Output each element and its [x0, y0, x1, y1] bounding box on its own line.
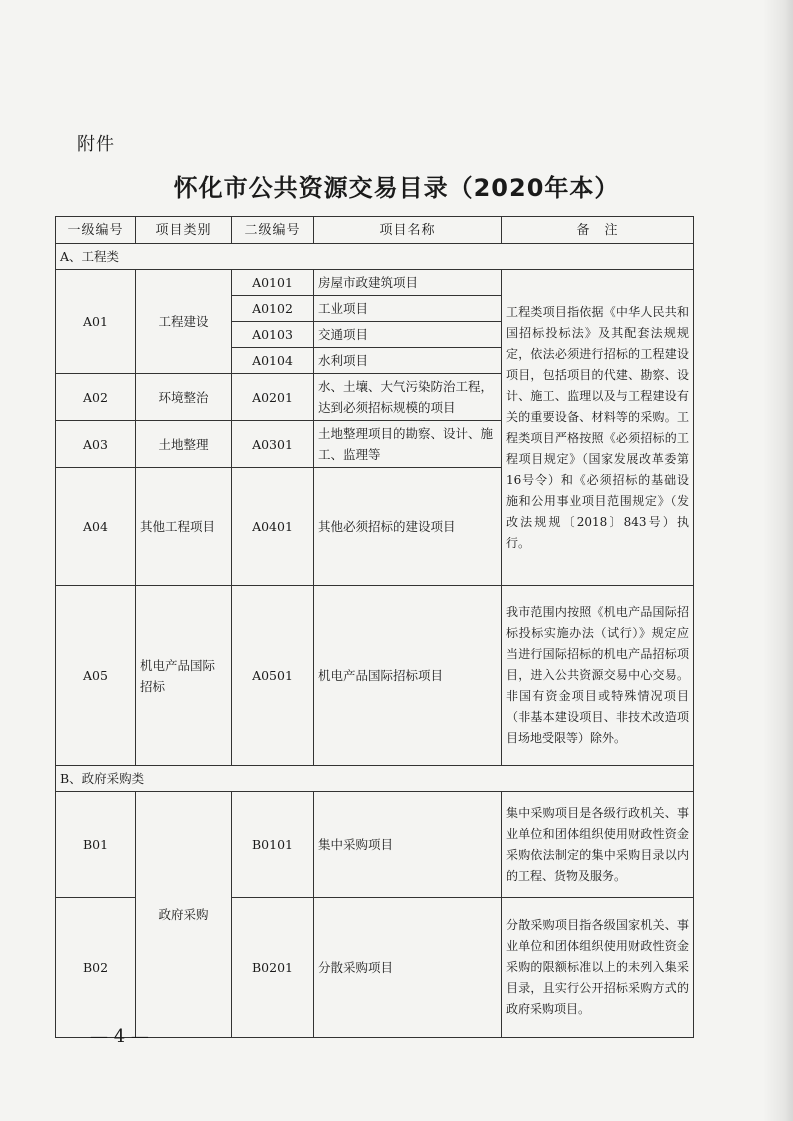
page-edge-shadow: [763, 0, 793, 1121]
item-name-cell: 房屋市政建筑项目: [314, 270, 502, 296]
table-header-row: [56, 217, 694, 244]
category-cell: 机电产品国际招标: [136, 586, 232, 766]
subcode-cell: B0201: [232, 898, 314, 1038]
code-cell: A03: [56, 421, 136, 468]
category-cell: 政府采购: [136, 792, 232, 1038]
section-a-label: A、工程类: [56, 244, 694, 270]
attachment-label: 附件: [77, 134, 115, 155]
subcode-cell: A0101: [232, 270, 314, 296]
code-cell: B02: [56, 898, 136, 1038]
note-cell: 集中采购项目是各级行政机关、事业单位和团体组织使用财政性资金采购依法制定的集中采购目录以内的工程、货物及服务。: [502, 792, 694, 898]
header-category: 项目类别: [136, 217, 232, 244]
category-cell: 环境整治: [136, 374, 232, 421]
note-cell: 我市范围内按照《机电产品国际招标投标实施办法（试行）》规定应当进行国际招标的机电产品招标项目，进入公共资源交易中心交易。非国有资金项目或特殊情况项目（非基本建设项目、非技术改造项目场地受限等）除外。: [502, 586, 694, 766]
subcode-cell: A0301: [232, 421, 314, 468]
code-cell: A02: [56, 374, 136, 421]
code-cell: B01: [56, 792, 136, 898]
subcode-cell: A0103: [232, 322, 314, 348]
code-cell: A05: [56, 586, 136, 766]
item-name-cell: 水、土壤、大气污染防治工程，达到必须招标规模的项目: [314, 374, 502, 421]
item-name-cell: 其他必须招标的建设项目: [314, 468, 502, 586]
subcode-cell: A0201: [232, 374, 314, 421]
category-cell: 其他工程项目: [136, 468, 232, 586]
subcode-cell: B0101: [232, 792, 314, 898]
section-row-a: [56, 244, 694, 270]
page-title: 怀化市公共资源交易目录（2020年本）: [173, 174, 620, 202]
subcode-cell: A0102: [232, 296, 314, 322]
item-name-cell: 机电产品国际招标项目: [314, 586, 502, 766]
item-name-cell: 水利项目: [314, 348, 502, 374]
item-name-cell: 交通项目: [314, 322, 502, 348]
item-name-cell: 工业项目: [314, 296, 502, 322]
subcode-cell: A0501: [232, 586, 314, 766]
table-row: [56, 586, 694, 766]
note-cell: 分散采购项目指各级国家机关、事业单位和团体组织使用财政性资金采购的限额标准以上的未列入集采目录，且实行公开招标采购方式的政府采购项目。: [502, 898, 694, 1038]
category-cell: 工程建设: [136, 270, 232, 374]
catalog-table: [55, 216, 694, 1038]
section-b-label: B、政府采购类: [56, 766, 694, 792]
code-cell: A01: [56, 270, 136, 374]
header-item-name: 项目名称: [314, 217, 502, 244]
table-row: [56, 270, 694, 296]
item-name-cell: 集中采购项目: [314, 792, 502, 898]
code-cell: A04: [56, 468, 136, 586]
page-number: — 4 —: [90, 1026, 149, 1047]
subcode-cell: A0104: [232, 348, 314, 374]
category-cell: 土地整理: [136, 421, 232, 468]
header-note: 备 注: [502, 217, 694, 244]
header-level2-code: 二级编号: [232, 217, 314, 244]
item-name-cell: 土地整理项目的勘察、设计、施工、监理等: [314, 421, 502, 468]
header-level1-code: 一级编号: [56, 217, 136, 244]
subcode-cell: A0401: [232, 468, 314, 586]
section-row-b: [56, 766, 694, 792]
note-cell: 工程类项目指依据《中华人民共和国招标投标法》及其配套法规规定，依法必须进行招标的工程建设项目，包括项目的代建、勘察、设计、施工、监理以及与工程建设有关的重要设备、材料等的采购。工程类项目严格按照《必须招标的工程项目规定》（国家发展改革委第16号令）和《必须招标的基础设施和公用事业项目范围规定》（发改法规规〔2018〕843号）执行。: [502, 270, 694, 586]
table-row: [56, 792, 694, 898]
item-name-cell: 分散采购项目: [314, 898, 502, 1038]
